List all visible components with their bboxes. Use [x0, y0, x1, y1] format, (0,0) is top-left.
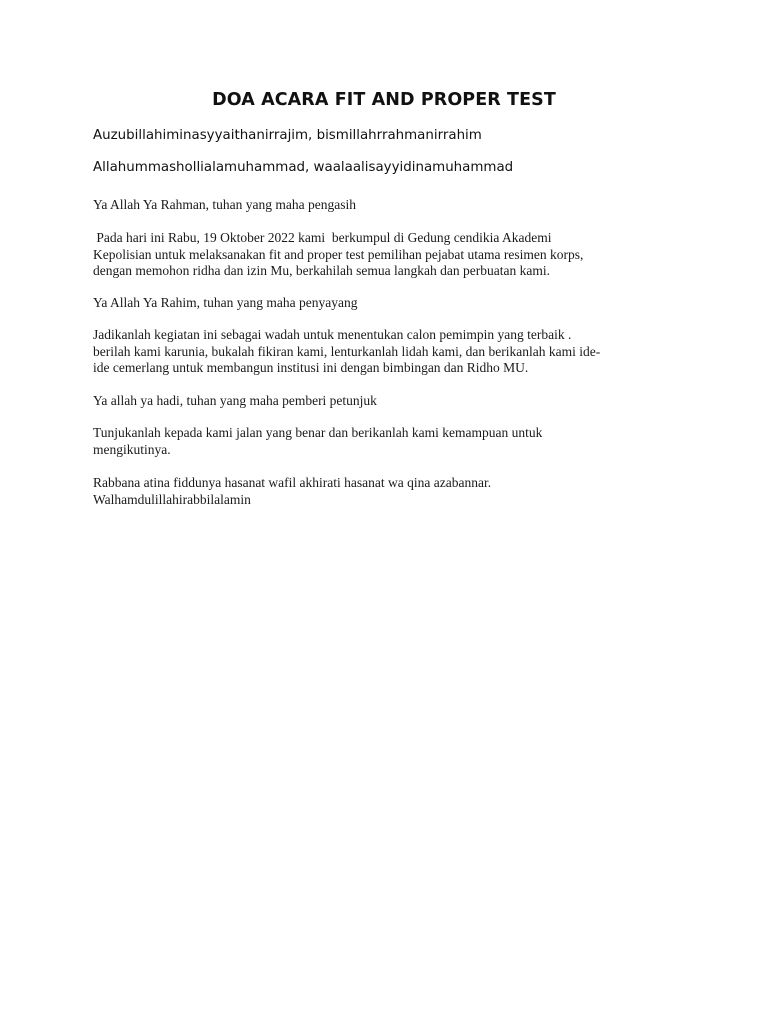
paragraph-line: Pada hari ini Rabu, 19 Oktober 2022 kami berkumpul di Gedung cendikia Akademi [93, 230, 552, 245]
opening-line-sholawat: Allahummashollialamuhammad, waalaalisayyidinamuhammad [93, 160, 514, 175]
paragraph-line: dengan memohon ridha dan izin Mu, berkahilah semua langkah dan perbuatan kami. [93, 263, 550, 278]
paragraph-ya-rahman [93, 197, 683, 214]
document-title: DOA ACARA FIT AND PROPER TEST [212, 90, 556, 110]
opening-line-taawudz: Auzubillahiminasyyaithanirrajim, bismillahrrahmanirrahim [93, 128, 482, 143]
paragraph-line: Tunjukanlah kepada kami jalan yang benar dan berikanlah kami kemampuan untuk [93, 425, 543, 440]
paragraph-line: mengikutinya. [93, 441, 171, 457]
paragraph-line: Walhamdulillahirabbilalamin [93, 491, 251, 507]
paragraph-line: ide cemerlang untuk membangun institusi ini dengan bimbingan dan Ridho MU. [93, 360, 529, 375]
paragraph-line: Ya allah ya hadi, tuhan yang maha pemberi petunjuk [93, 393, 377, 408]
paragraph-request [93, 327, 683, 377]
paragraph-line: Ya Allah Ya Rahman, tuhan yang maha pengasih [93, 197, 356, 212]
paragraph-ya-rahim [93, 295, 683, 312]
paragraph-guidance [93, 425, 683, 458]
paragraph-event-intro [93, 230, 683, 280]
paragraph-ya-hadi [93, 393, 683, 410]
paragraph-line: berilah kami karunia, bukalah fikiran kami, lenturkanlah lidah kami, dan berikanlah kami ide- [93, 343, 601, 359]
paragraph-line: Rabbana atina fiddunya hasanat wafil akhirati hasanat wa qina azabannar. [93, 475, 492, 490]
paragraph-line: Ya Allah Ya Rahim, tuhan yang maha penyayang [93, 295, 358, 310]
paragraph-line: Kepolisian untuk melaksanakan fit and proper test pemilihan pejabat utama resimen korps, [93, 246, 584, 262]
paragraph-line: Jadikanlah kegiatan ini sebagai wadah untuk menentukan calon pemimpin yang terbaik . [93, 327, 572, 342]
paragraph-closing [93, 475, 683, 508]
